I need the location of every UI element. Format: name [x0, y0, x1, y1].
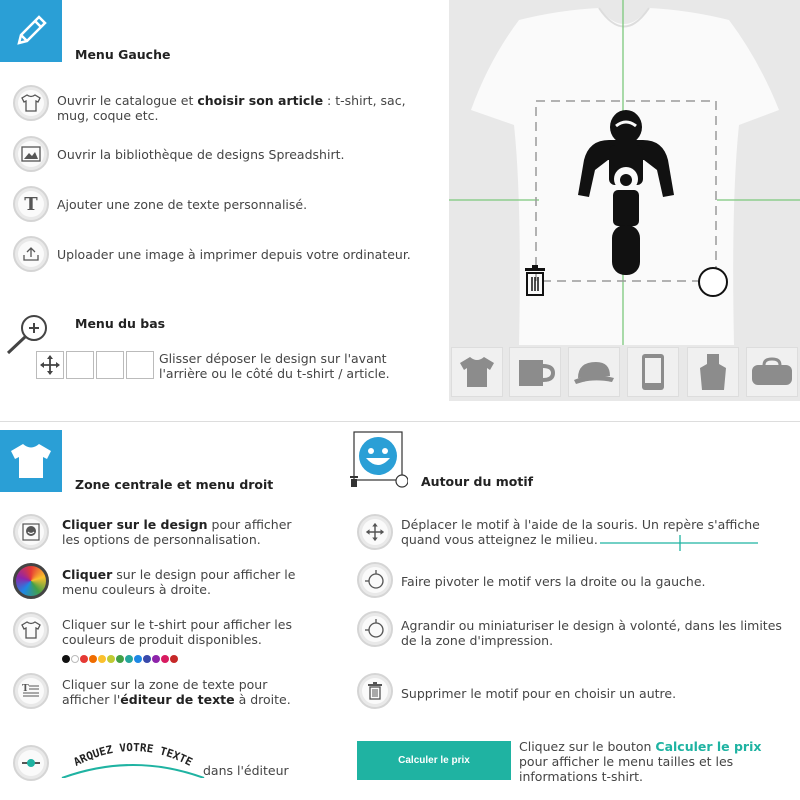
cap-icon [572, 358, 616, 386]
move-view-box[interactable] [36, 351, 64, 379]
catalog-button[interactable] [13, 85, 49, 121]
text-editor-desc: Cliquer sur la zone de texte pour afficher l'éditeur de texte à droite. [62, 677, 291, 707]
tshirt-colors-desc: Cliquer sur le t-shirt pour afficher les couleurs de produit disponibles. [62, 617, 292, 647]
color-swatch [80, 655, 88, 663]
product-cap[interactable] [568, 347, 620, 397]
colors-desc: Cliquer sur le design pour afficher le menu couleurs à droite. [62, 567, 296, 597]
product-mug[interactable] [509, 347, 561, 397]
color-swatch [98, 655, 106, 663]
smiley-frame-icon [22, 523, 40, 541]
text-t-icon: T [24, 193, 38, 215]
resize-motif-circle[interactable] [357, 611, 393, 647]
color-swatch [170, 655, 178, 663]
rotate-icon [365, 570, 385, 590]
bag-icon [750, 357, 794, 387]
text-editor-circle[interactable] [13, 673, 49, 709]
svg-text:ARQUEZ VOTRE TEXTE: ARQUEZ VOTRE TEXTE [71, 740, 195, 769]
design-library-button[interactable] [13, 136, 49, 172]
move-motif-circle[interactable] [357, 514, 393, 550]
text-lines-icon [22, 683, 40, 699]
delete-motif-circle[interactable] [357, 673, 393, 709]
apron-icon [698, 352, 728, 392]
add-text-button[interactable] [13, 186, 49, 222]
color-swatch [89, 655, 97, 663]
tshirt-product-icon [458, 355, 496, 389]
pencil-icon [0, 0, 62, 62]
calculer-prix-desc: Cliquez sur le bouton Calculer le prix pour afficher le menu tailles et les informations t-shirt. [519, 739, 762, 784]
add-text-desc: Ajouter une zone de texte personnalisé. [57, 197, 308, 212]
color-swatch [152, 655, 160, 663]
delete-trash-icon [367, 682, 383, 700]
product-apron[interactable] [687, 347, 739, 397]
trash-icon [525, 265, 545, 295]
mug-icon [515, 356, 555, 388]
motif-frame-icon [348, 430, 408, 490]
svg-text:T: T [22, 684, 29, 694]
rotate-handle [699, 268, 727, 296]
color-swatch [116, 655, 124, 663]
tshirt-icon [21, 94, 41, 112]
autour-title: Autour du motif [421, 474, 534, 489]
color-swatch [62, 655, 70, 663]
move-icon [365, 522, 385, 542]
zone-centrale-title: Zone centrale et menu droit [75, 477, 274, 492]
color-wheel-icon[interactable] [13, 563, 49, 599]
arched-text-sample [58, 728, 208, 778]
product-bag[interactable] [746, 347, 798, 397]
view-front-box[interactable] [66, 351, 94, 379]
color-swatch [107, 655, 115, 663]
menu-bas-desc: Glisser déposer le design sur l'avant l'arrière ou le côté du t-shirt / article. [159, 351, 390, 381]
upload-desc: Uploader une image à imprimer depuis votre ordinateur. [57, 247, 411, 262]
tshirt-outline-icon [21, 621, 41, 639]
image-icon [21, 146, 41, 162]
move-desc: Déplacer le motif à l'aide de la souris. Un repère s'affiche quand vous atteignez le milieu. [401, 517, 760, 547]
menu-bas-title: Menu du bas [75, 316, 166, 331]
color-swatch [134, 655, 142, 663]
color-swatch [161, 655, 169, 663]
calculer-prix-button[interactable]: Calculer le prix [357, 741, 511, 780]
tshirt-colors-circle[interactable] [13, 612, 49, 648]
product-phone-case[interactable] [627, 347, 679, 397]
catalog-desc: Ouvrir le catalogue et choisir son article : t-shirt, sac, mug, coque etc. [57, 93, 406, 123]
color-swatch [71, 655, 79, 663]
design-options-circle[interactable] [13, 514, 49, 550]
color-swatches [62, 651, 179, 666]
rotate-desc: Faire pivoter le motif vers la droite ou la gauche. [401, 574, 706, 589]
phone-icon [641, 353, 665, 391]
menu-gauche-title: Menu Gauche [75, 47, 171, 62]
resize-icon [365, 619, 385, 639]
product-tshirt[interactable] [451, 347, 503, 397]
rotate-motif-circle[interactable] [357, 562, 393, 598]
arched-suffix: dans l'éditeur [203, 763, 289, 778]
library-desc: Ouvrir la bibliothèque de designs Spreadshirt. [57, 147, 345, 162]
color-swatch [143, 655, 151, 663]
color-swatch [125, 655, 133, 663]
arch-slider-circle[interactable] [13, 745, 49, 781]
view-side-box[interactable] [126, 351, 154, 379]
preview-panel [449, 0, 800, 401]
delete-desc: Supprimer le motif pour en choisir un autre. [401, 686, 677, 701]
tshirt-preview[interactable] [449, 0, 800, 345]
tshirt-header-icon [0, 430, 62, 492]
section-divider [0, 421, 800, 422]
design-options-desc: Cliquer sur le design pour afficher les options de personnalisation. [62, 517, 292, 547]
move-arrows-icon [39, 354, 61, 376]
slider-icon [21, 758, 41, 768]
upload-button[interactable] [13, 236, 49, 272]
resize-desc: Agrandir ou miniaturiser le design à volonté, dans les limites de la zone d'impression. [401, 618, 782, 648]
center-guide-sample [600, 535, 760, 551]
upload-icon [22, 246, 40, 262]
view-back-box[interactable] [96, 351, 124, 379]
